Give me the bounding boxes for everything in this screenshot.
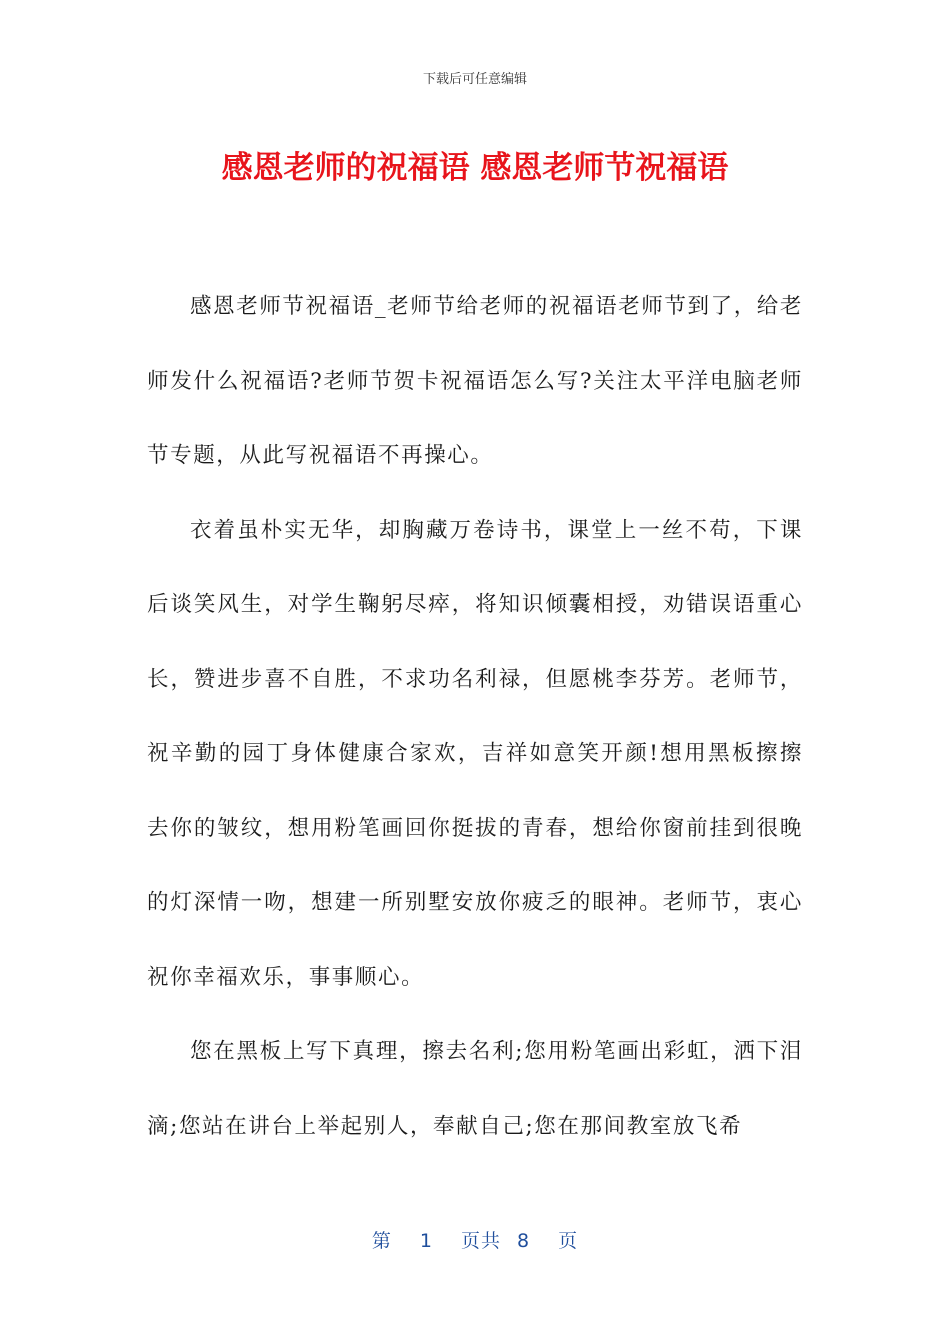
footer-suffix: 页: [558, 1230, 579, 1252]
paragraph-3: 您在黑板上写下真理，擦去名利;您用粉笔画出彩虹，洒下泪滴;您站在讲台上举起别人，奉献自己;您在那间教室放飞希: [147, 1039, 803, 1139]
paragraph-1: 感恩老师节祝福语_老师节给老师的祝福语老师节到了，给老师发什么祝福语?老师节贺卡祝福语怎么写?关注太平洋电脑老师节专题，从此写祝福语不再操心。: [147, 294, 803, 468]
footer-middle: 页共: [460, 1230, 501, 1252]
page-footer: [0, 1226, 950, 1253]
footer-total-pages: 8: [517, 1230, 531, 1252]
footer-current-page: 1: [419, 1230, 433, 1252]
paragraph-2: 衣着虽朴实无华，却胸藏万卷诗书，课堂上一丝不苟，下课后谈笑风生，对学生鞠躬尽瘁，将知识倾囊相授，劝错误语重心长，赞进步喜不自胜，不求功名利禄，但愿桃李芬芳。老师节，祝辛勤的园丁身体健康合家欢，吉祥如意笑开颜!想用黑板擦擦去你的皱纹，想用粉笔画回你挺拔的青春，想给你窗前挂到很晚的灯深情一吻，想建一所别墅安放你疲乏的眼神。老师节，衷心祝你幸福欢乐，事事顺心。: [147, 517, 803, 990]
header-note: 下载后可任意编辑: [422, 72, 527, 87]
footer-prefix: 第: [371, 1230, 392, 1252]
document-title: 感恩老师的祝福语 感恩老师节祝福语: [221, 150, 729, 186]
document-body: [147, 270, 803, 1164]
